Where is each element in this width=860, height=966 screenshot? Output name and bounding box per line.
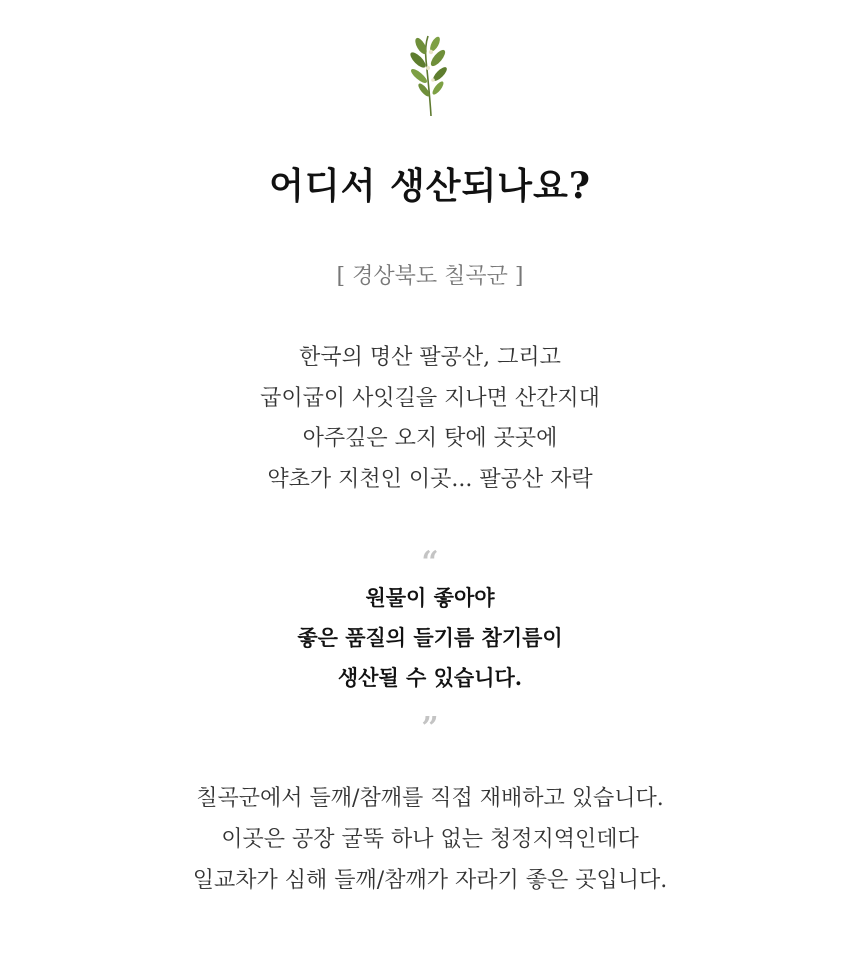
quote-text xyxy=(0,578,860,698)
quote-line: 생산될 수 있습니다. xyxy=(337,665,523,690)
closing-paragraph xyxy=(0,778,860,901)
intro-line: 굽이굽이 사잇길을 지나면 산간지대 xyxy=(260,385,600,411)
section-title: 어디서 생산되나요? xyxy=(269,165,591,207)
close-quote-mark: ” xyxy=(421,711,439,746)
region-label: [ 경상북도 칠곡군 ] xyxy=(336,264,524,289)
herb-sprig-icon xyxy=(404,32,456,118)
intro-line: 약초가 지천인 이곳... 팔공산 자락 xyxy=(267,466,593,492)
intro-line: 아주깊은 오지 탓에 곳곳에 xyxy=(302,426,558,451)
quote-line: 좋은 품질의 들기름 참기름이 xyxy=(297,625,563,650)
open-quote-mark: “ xyxy=(421,545,439,580)
closing-line: 이곳은 공장 굴뚝 하나 없는 청정지역인데다 xyxy=(221,827,639,852)
intro-line: 한국의 명산 팔공산, 그리고 xyxy=(299,345,561,370)
intro-paragraph xyxy=(0,338,860,500)
closing-line: 칠곡군에서 들깨/참깨를 직접 재배하고 있습니다. xyxy=(196,786,664,811)
quote-line: 원물이 좋아야 xyxy=(365,585,495,610)
closing-line: 일교차가 심해 들깨/참깨가 자라기 좋은 곳입니다. xyxy=(192,868,668,893)
